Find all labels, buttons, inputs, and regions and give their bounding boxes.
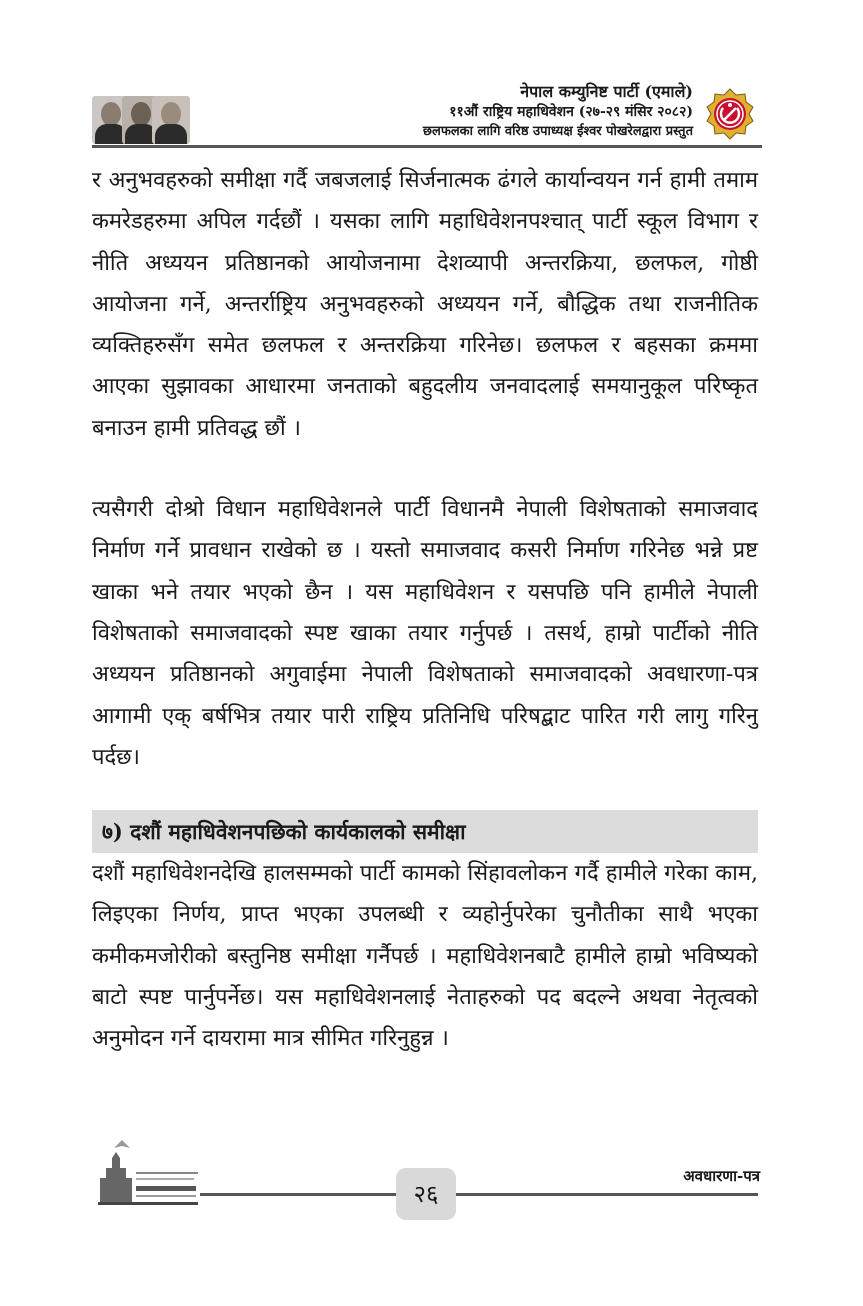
party-emblem-icon	[700, 88, 760, 140]
paragraph-3: दशौं महाधिवेशनदेखि हालसम्मको पार्टी कामको सिंहावलोकन गर्दै हामीले गरेका काम, लिइएका निर्णय, प्राप्त भएका उपलब्धी र व्यहोर्नुपरेका चुनौतीका साथै भएका कमीकमजोरीको बस्तुनिष्ठ समीक्षा गर्नैपर्छ । महाधिवेशनबाटै हामीले हाम्रो भविष्यको बाटो स्पष्ट पार्नुपर्नेछ। यस महाधिवेशनलाई नेताहरुको पद बदल्ने अथवा नेतृत्वको अनुमोदन गर्ने दायरामा मात्र सीमित गरिनुहुन्न ।	[92, 861, 758, 1052]
paragraph-1: र अनुभवहरुको समीक्षा गर्दै जबजलाई सिर्जनात्मक ढंगले कार्यान्वयन गर्न हामी तमाम कमरेडहरुमा अपिल गर्दछौं । यसका लागि महाधिवेशनपश्चात् पार्टी स्कूल विभाग र नीति अध्ययन प्रतिष्ठानको आयोजनामा देशव्यापी अन्तरक्रिया, छलफल, गोष्ठी आयोजना गर्ने, अन्तर्राष्ट्रिय अनुभवहरुको अध्ययन गर्ने, बौद्धिक तथा राजनीतिक व्यक्तिहरुसँग समेत छलफल र अन्तरक्रिया गरिनेछ। छलफल र बहसका क्रममा आएका सुझावका आधारमा जनताको बहुदलीय जनवादलाई समयानुकूल परिष्कृत बनाउन हामी प्रतिवद्ध छौं ।	[92, 168, 758, 441]
section-heading: ७) दशौं महाधिवेशनपछिको कार्यकालको समीक्षा	[92, 810, 758, 853]
party-name: नेपाल कम्युनिष्ट पार्टी (एमाले)	[520, 82, 693, 101]
page-footer	[0, 1130, 863, 1250]
page-number: २६	[396, 1168, 456, 1220]
convention-title: ११औं राष्ट्रिय महाधिवेशन (२७-२९ मंसिर २०८२)	[449, 104, 693, 120]
page-content	[92, 160, 758, 1060]
footer-divider-left	[200, 1193, 396, 1196]
paragraph-2: त्यसैगरी दोश्रो विधान महाधिवेशनले पार्टी विधानमै नेपाली विशेषताको समाजवाद निर्माण गर्ने प्रावधान राखेको छ । यस्तो समाजवाद कसरी निर्माण गरिनेछ भन्ने प्रष्ट खाका भने तयार भएको छैन । यस महाधिवेशन र यसपछि पनि हामीले नेपाली विशेषताको समाजवादको स्पष्ट खाका तयार गर्नुपर्छ । तसर्थ, हाम्रो पार्टीको नीति अध्ययन प्रतिष्ठानको अगुवाईमा नेपाली विशेषताको समाजवादको अवधारणा-पत्र आगामी एक् बर्षभित्र तयार पारी राष्ट्रिय प्रतिनिधि परिषद्बाट पारित गरी लागु गरिनु पर्दछ।	[92, 497, 758, 770]
presenter-line: छलफलका लागि वरिष्ठ उपाध्यक्ष ईश्वर पोखरेलद्वारा प्रस्तुत	[422, 124, 693, 139]
footer-divider-right	[456, 1193, 758, 1196]
document-title: अवधारणा-पत्र	[683, 1167, 760, 1185]
header-divider	[92, 145, 762, 148]
monument-logo-icon	[92, 1138, 202, 1208]
page-header	[0, 0, 863, 160]
header-text-block	[173, 82, 693, 142]
